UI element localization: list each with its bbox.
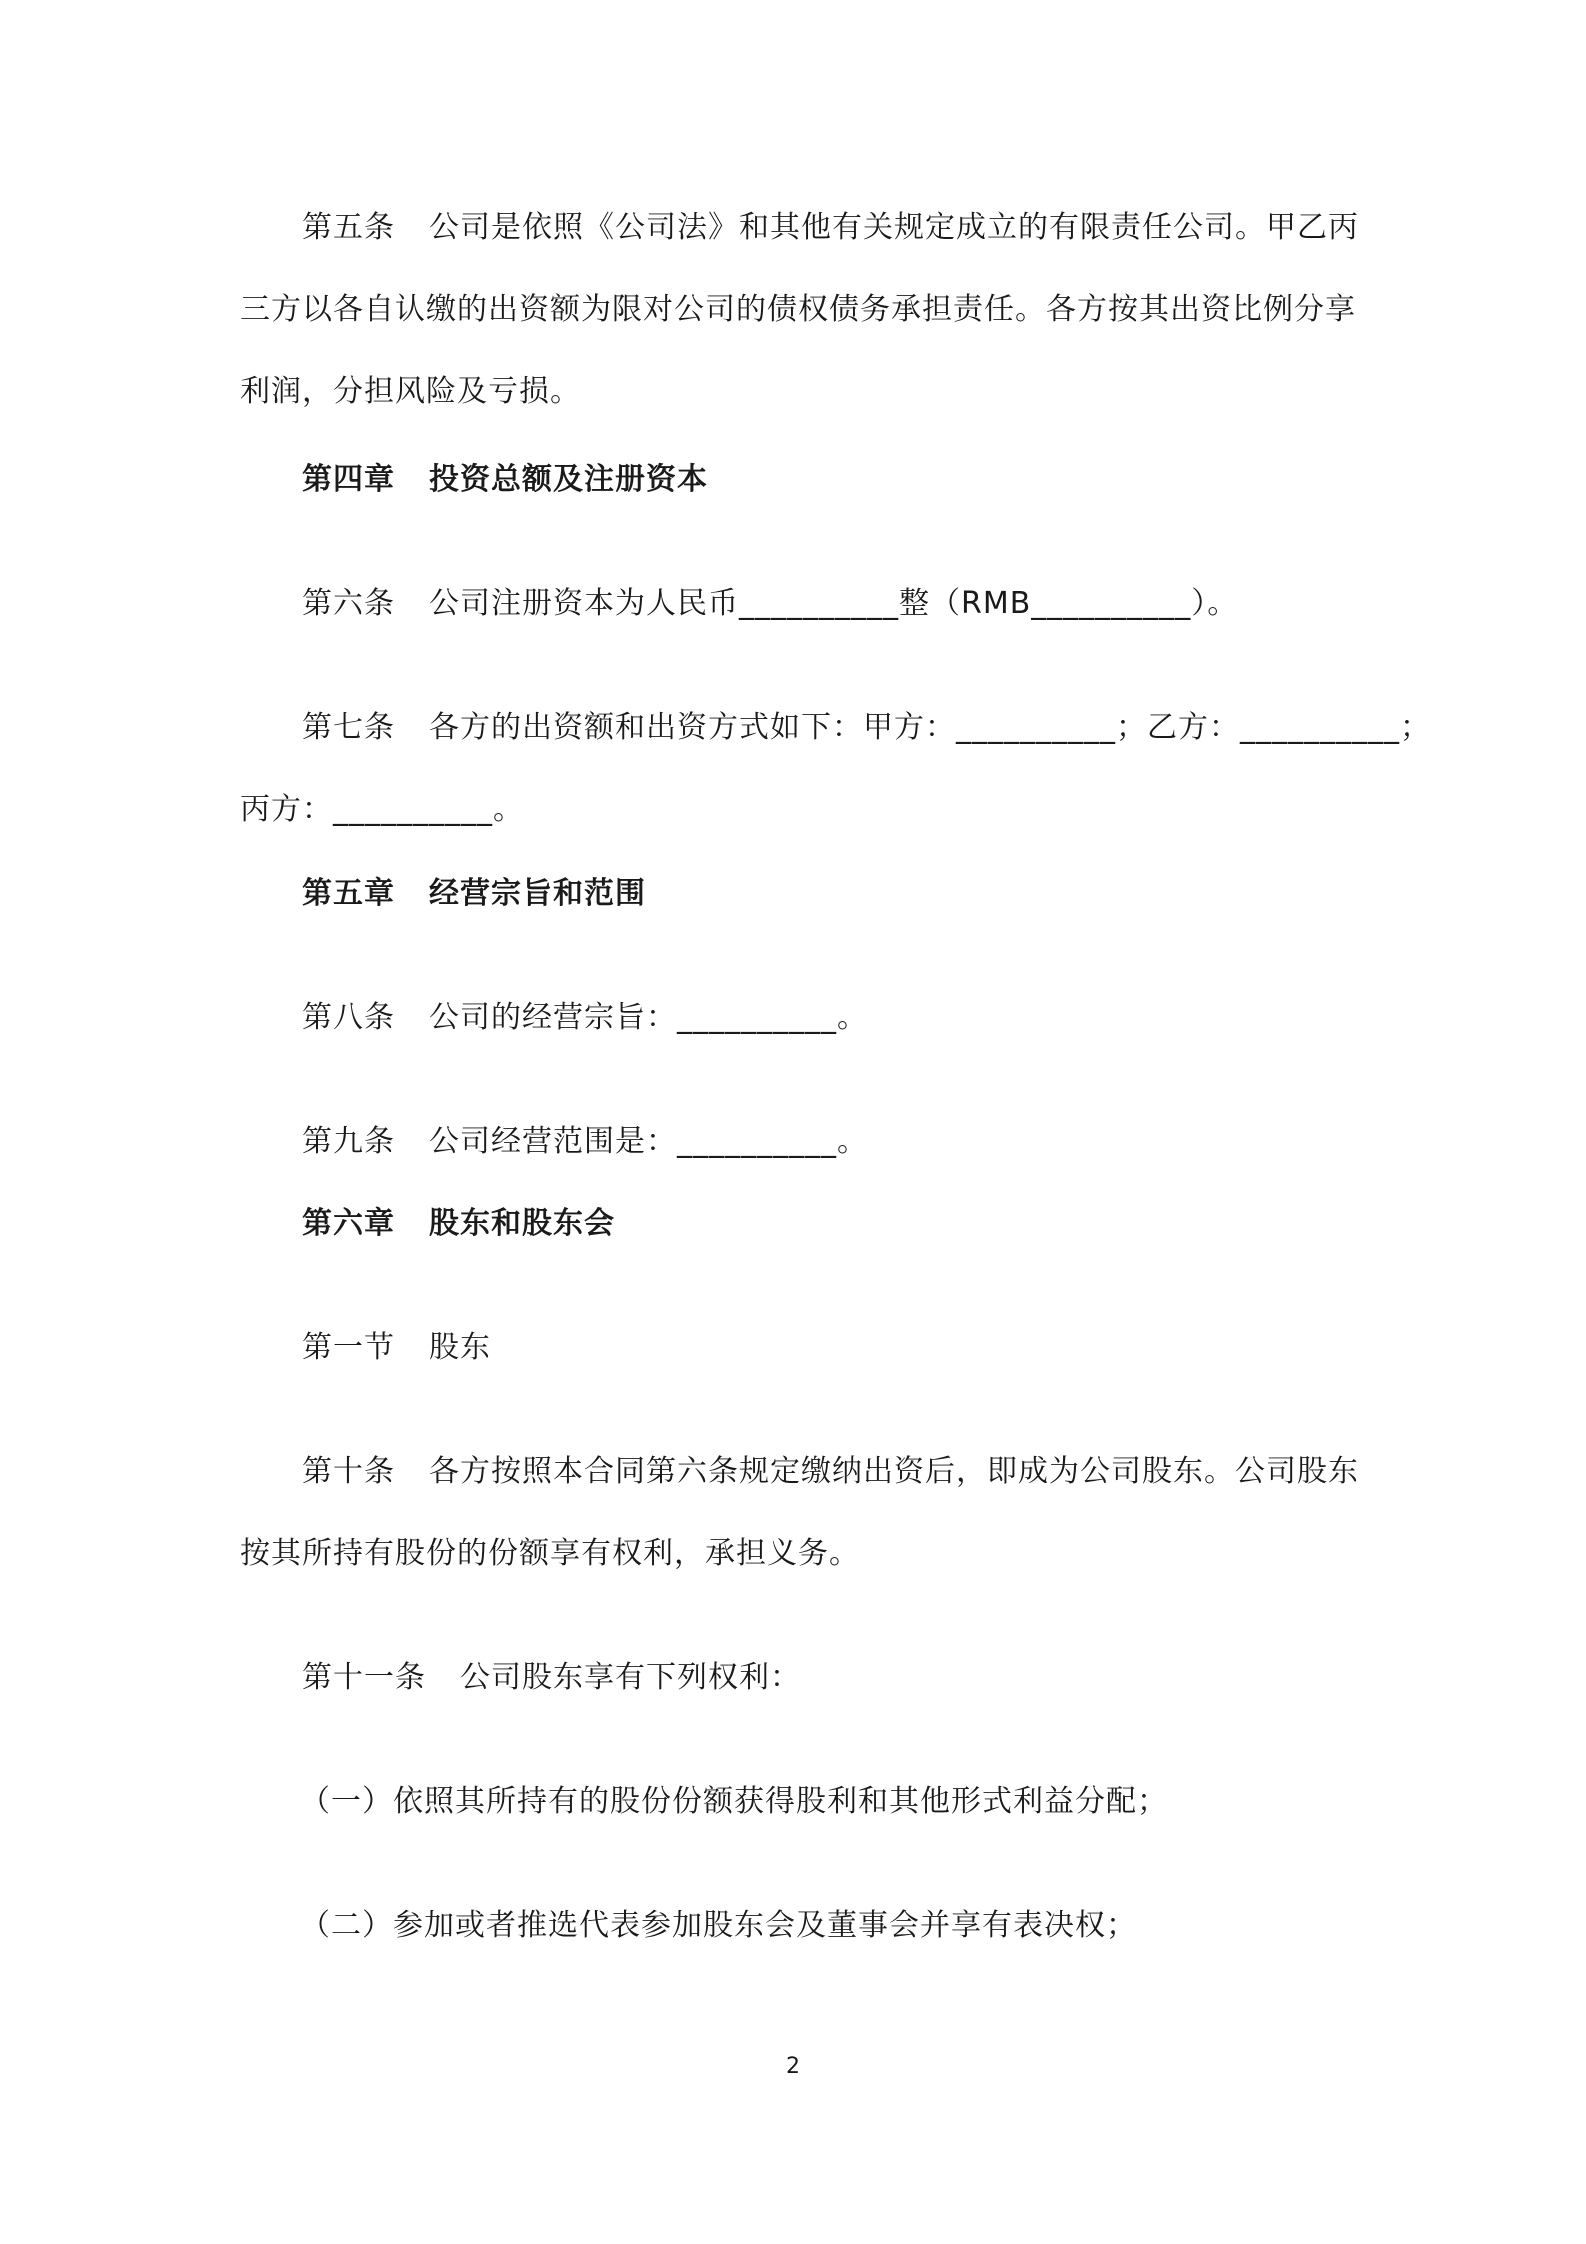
article-number: 第九条 bbox=[302, 1124, 395, 1159]
chapter-title: 投资总额及注册资本 bbox=[429, 462, 708, 497]
chapter-number: 第五章 bbox=[302, 876, 395, 911]
article-10-line-1 bbox=[0, 1452, 1586, 1492]
article-8 bbox=[0, 998, 1586, 1038]
article-9 bbox=[0, 1122, 1586, 1162]
article-6 bbox=[0, 584, 1586, 624]
list-item: （二）参加或者推选代表参加股东会及董事会并享有表决权； bbox=[300, 1908, 1137, 1943]
article-7-line-1 bbox=[0, 708, 1586, 748]
article-text: 各方按照本合同第六条规定缴纳出资后，即成为公司股东。公司股东 bbox=[429, 1454, 1359, 1489]
article-7-line-2: 丙方：__________。 bbox=[240, 792, 524, 827]
article-text: 各方的出资额和出资方式如下：甲方：__________；乙方：__________； bbox=[429, 710, 1431, 745]
article-number: 第五条 bbox=[302, 210, 395, 245]
article-5-line-2: 三方以各自认缴的出资额为限对公司的债权债务承担责任。各方按其出资比例分享 bbox=[240, 292, 1356, 327]
section-number: 第一节 bbox=[302, 1330, 395, 1365]
article-number: 第七条 bbox=[302, 710, 395, 745]
article-number: 第十一条 bbox=[302, 1660, 426, 1695]
article-11 bbox=[0, 1658, 1586, 1698]
list-item: （一）依照其所持有的股份份额获得股利和其他形式利益分配； bbox=[300, 1784, 1168, 1819]
chapter-5-heading bbox=[0, 874, 1586, 914]
article-5-line-1 bbox=[0, 208, 1586, 248]
article-text: 公司是依照《公司法》和其他有关规定成立的有限责任公司。甲乙丙 bbox=[429, 210, 1359, 245]
chapter-title: 股东和股东会 bbox=[429, 1206, 615, 1241]
article-number: 第八条 bbox=[302, 1000, 395, 1035]
section-1-heading bbox=[0, 1328, 1586, 1368]
article-text: 公司注册资本为人民币__________整（RMB__________）。 bbox=[429, 586, 1239, 621]
article-text: 公司的经营宗旨：__________。 bbox=[429, 1000, 868, 1035]
chapter-title: 经营宗旨和范围 bbox=[429, 876, 646, 911]
article-10-line-2: 按其所持有股份的份额享有权利，承担义务。 bbox=[240, 1536, 860, 1571]
page-number: 2 bbox=[786, 2054, 800, 2079]
article-5-line-3: 利润，分担风险及亏损。 bbox=[240, 374, 581, 409]
chapter-6-heading bbox=[0, 1204, 1586, 1244]
chapter-number: 第六章 bbox=[302, 1206, 395, 1241]
article-text: 公司经营范围是：__________。 bbox=[429, 1124, 868, 1159]
chapter-4-heading bbox=[0, 460, 1586, 500]
article-text: 公司股东享有下列权利： bbox=[460, 1660, 801, 1695]
article-number: 第十条 bbox=[302, 1454, 395, 1489]
section-title: 股东 bbox=[429, 1330, 491, 1365]
chapter-number: 第四章 bbox=[302, 462, 395, 497]
article-number: 第六条 bbox=[302, 586, 395, 621]
